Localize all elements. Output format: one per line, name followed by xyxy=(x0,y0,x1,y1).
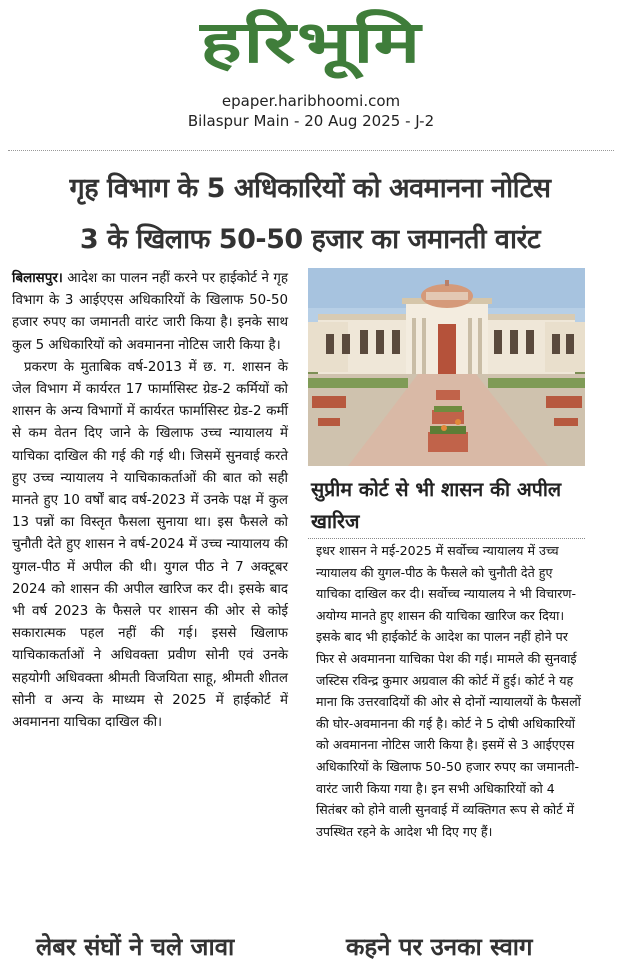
court-building-illustration xyxy=(308,268,585,466)
headline-line-1: गृह विभाग के 5 अधिकारियों को अवमानना नोटिस xyxy=(69,173,551,204)
high-court-photo xyxy=(308,268,585,466)
dateline: बिलासपुर। xyxy=(12,271,63,286)
newspaper-logo: हरिभूमि xyxy=(200,8,422,76)
next-story-cropped xyxy=(0,928,622,961)
sidebar-divider xyxy=(308,538,585,539)
article-paragraph-2: प्रकरण के मुताबिक वर्ष-2013 में छ. ग. शासन के जेल विभाग में कार्यरत 17 फार्मासिस्ट ग्रेड-2 कर्मियों को शासन के अन्य विभागों में कार्यरत फार्मासिस्ट ग्रेड-2 कर्मी से कम वेतन दिए जाने के खिलाफ उच्च न्यायालय में याचिका दाखिल की गई की गई थी। जिसमें सुनवाई करते हुए उच्च न्यायालय ने याचिकाकर्ताओं की बात को सही मानते हुए 10 वर्षों बाद वर्ष-2023 में उनके पक्ष में कुल 13 पन्नों का विस्तृत फैसला सुनाया था। इस फैसले को चुनौती देते हुए शासन ने वर्ष-2024 में उच्च न्यायालय की युगल-पीठ में अपील की थी। युगल पीठ ने 7 अक्टूबर 2024 को शासन की अपील खारिज कर दी। इसके बाद भी वर्ष 2023 के फैसले पर शासन की ओर से कोई सकारात्मक पहल नहीं की गई। इससे खिलाफ याचिकाकर्ताओं ने अधिवक्ता प्रवीण सोनी एवं उनके सहयोगी अधिवक्ता श्रीमती विजयिता साहू, श्रीमती शीतल सोनी व अन्य के माध्यम से 2025 में हाईकोर्ट में अवमानना याचिका दाखिल की। xyxy=(12,359,288,731)
sidebar-subheading: सुप्रीम कोर्ट से भी शासन की अपील खारिज xyxy=(311,478,562,533)
epaper-url[interactable]: epaper.haribhoomi.com xyxy=(221,92,401,110)
article-paragraph-1 xyxy=(12,268,288,357)
sidebar-body xyxy=(316,540,582,842)
divider xyxy=(8,150,614,151)
next-story-fragment-right: कहने पर उनका स्वाग xyxy=(346,933,533,961)
article-paragraph-1-text: आदेश का पालन नहीं करने पर हाईकोर्ट ने गृह विभाग के 3 आईएएस अधिकारियों के खिलाफ 50-50 हजार रुपए का जमानती वारंट जारी किया है। इनके साथ कुल 5 अधिकारियों को अवमानना नोटिस जारी किया है। xyxy=(12,271,288,353)
article-body xyxy=(12,268,288,734)
headline-line-2: 3 के खिलाफ 50-50 हजार का जमानती वारंट xyxy=(79,224,541,255)
masthead xyxy=(0,6,622,78)
next-story-fragment-left: लेबर संघों ने चले जावा xyxy=(36,933,235,961)
edition-info: Bilaspur Main - 20 Aug 2025 - J-2 xyxy=(187,112,435,130)
sidebar-text: इधर शासन ने मई-2025 में सर्वोच्च न्यायालय में उच्च न्यायालय की युगल-पीठ के फैसले को चुनौती देते हुए याचिका दाखिल कर दी। सर्वोच्च न्यायालय ने भी विचारण-अयोग्य मानते हुए शासन की याचिका खारिज कर दिया। इसके बाद भी हाईकोर्ट के आदेश का पालन नहीं होने पर फिर से अवमानना याचिका पेश की गई। मामले की सुनवाई जस्टिस रविन्द्र कुमार अग्रवाल की कोर्ट में हुई। कोर्ट ने यह माना कि उत्तरवादियों की ओर से दोनों न्यायालयों के फैसलों की घोर-अवमानना की गई है। कोर्ट ने 5 दोषी अधिकारियों को अवमानना नोटिस जारी किया है। इसमें से 3 आईएएस अधिकारियों के खिलाफ 50-50 हजार रुपए का जमानती-वारंट जारी किया गया है। इन सभी अधिकारियों को 4 सितंबर को होने वाली सुनवाई में व्यक्तिगत रूप से कोर्ट में उपस्थित रहने के आदेश भी दिए गए हैं। xyxy=(316,543,581,839)
